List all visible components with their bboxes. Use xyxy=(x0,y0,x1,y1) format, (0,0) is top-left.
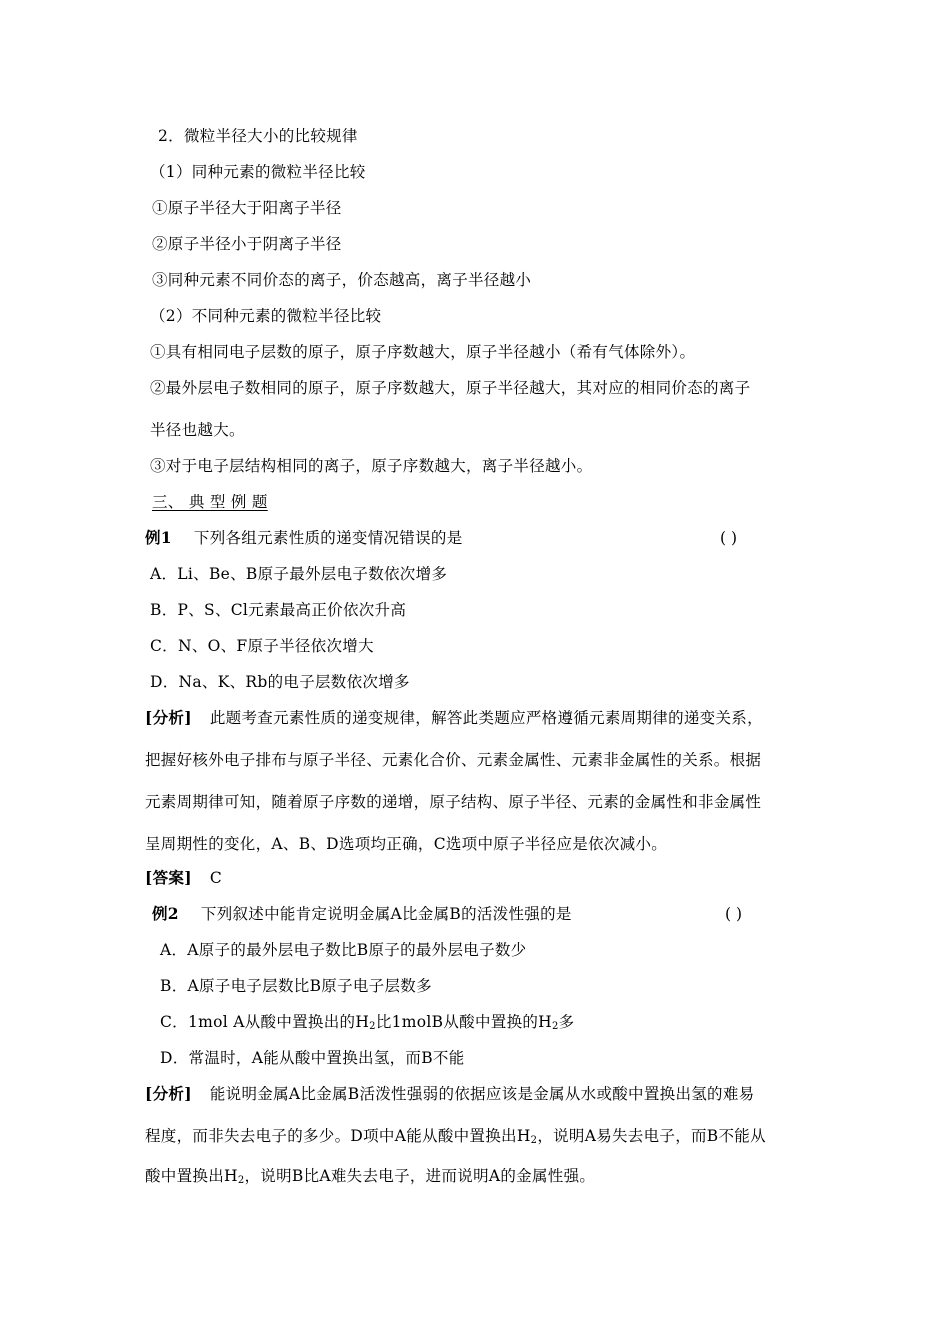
answer-line xyxy=(145,868,222,888)
analysis-text: 呈周期性的变化，A、B、D选项均正确，C选项中原子半径应是依次减小。 xyxy=(145,835,668,853)
question-text: 下列各组元素性质的递变情况错误的是 xyxy=(193,529,463,547)
list-item: ③对于电子层结构相同的离子，原子序数越大，离子半径越小。 xyxy=(150,457,593,475)
analysis-text: 酸中置换出$H_2$，说明B比A难失去电子，进而说明A的金属性强。 xyxy=(145,1167,596,1186)
list-item: ②原子半径小于阴离子半径 xyxy=(152,235,342,253)
analysis-text: 把握好核外电子排布与原子半径、元素化合价、元素金属性、元素非金属性的关系。根据 xyxy=(145,751,762,769)
answer-blank: ( ) xyxy=(725,905,743,923)
analysis-text: 能说明金属A比金属B活泼性强弱的依据应该是金属从水或酸中置换出氢的难易 xyxy=(209,1085,755,1103)
list-item: ①原子半径大于阳离子半径 xyxy=(152,199,342,217)
option-a: A．Li、Be、B原子最外层电子数依次增多 xyxy=(150,565,448,583)
list-item: ②最外层电子数相同的原子，原子序数越大，原子半径越大，其对应的相同价态的离子 xyxy=(150,379,751,397)
example-label: 例2 xyxy=(152,904,179,923)
analysis-paragraph xyxy=(145,1084,754,1104)
analysis-text: 程度，而非失去电子的多少。D项中A能从酸中置换出$H_2$，说明A易失去电子，而B不能从 xyxy=(145,1127,766,1146)
analysis-text: 元素周期律可知，随着原子序数的递增，原子结构、原子半径、元素的金属性和非金属性 xyxy=(145,793,762,811)
option-c: C．N、O、F原子半径依次增大 xyxy=(150,637,374,655)
option-c: C．1mol A从酸中置换出的$H_2$比1molB从酸中置换的$H_2$多 xyxy=(160,1013,575,1032)
list-item-continuation: 半径也越大。 xyxy=(150,421,245,439)
subsection-heading: （1）同种元素的微粒半径比较 xyxy=(150,163,366,181)
list-item: ①具有相同电子层数的原子，原子序数越大，原子半径越小（希有气体除外）。 xyxy=(150,343,696,361)
section-heading: 2．微粒半径大小的比较规律 xyxy=(158,127,358,145)
option-b: B．A原子电子层数比B原子电子层数多 xyxy=(160,977,432,995)
list-item: ③同种元素不同价态的离子，价态越高，离子半径越小 xyxy=(152,271,532,289)
option-d: D．Na、K、Rb的电子层数依次增多 xyxy=(150,673,410,691)
section-heading: 三、 典 型 例 题 xyxy=(152,493,268,511)
analysis-paragraph xyxy=(145,708,763,728)
answer-value: C xyxy=(209,869,223,887)
subsection-heading: （2）不同种元素的微粒半径比较 xyxy=(150,307,382,325)
answer-label: [答案] xyxy=(145,868,192,887)
example-question xyxy=(145,528,463,548)
option-d: D．常温时，A能从酸中置换出氢，而B不能 xyxy=(160,1049,465,1067)
analysis-label: [分析] xyxy=(145,1084,192,1103)
answer-blank: ( ) xyxy=(720,529,738,547)
question-text: 下列叙述中能肯定说明金属A比金属B的活泼性强的是 xyxy=(200,905,572,923)
analysis-text: 此题考查元素性质的递变规律，解答此类题应严格遵循元素周期律的递变关系， xyxy=(209,709,763,727)
analysis-label: [分析] xyxy=(145,708,192,727)
example-question xyxy=(152,904,572,924)
option-b: B．P、S、Cl元素最高正价依次升高 xyxy=(150,601,407,619)
example-label: 例1 xyxy=(145,528,172,547)
option-a: A．A原子的最外层电子数比B原子的最外层电子数少 xyxy=(160,941,527,959)
